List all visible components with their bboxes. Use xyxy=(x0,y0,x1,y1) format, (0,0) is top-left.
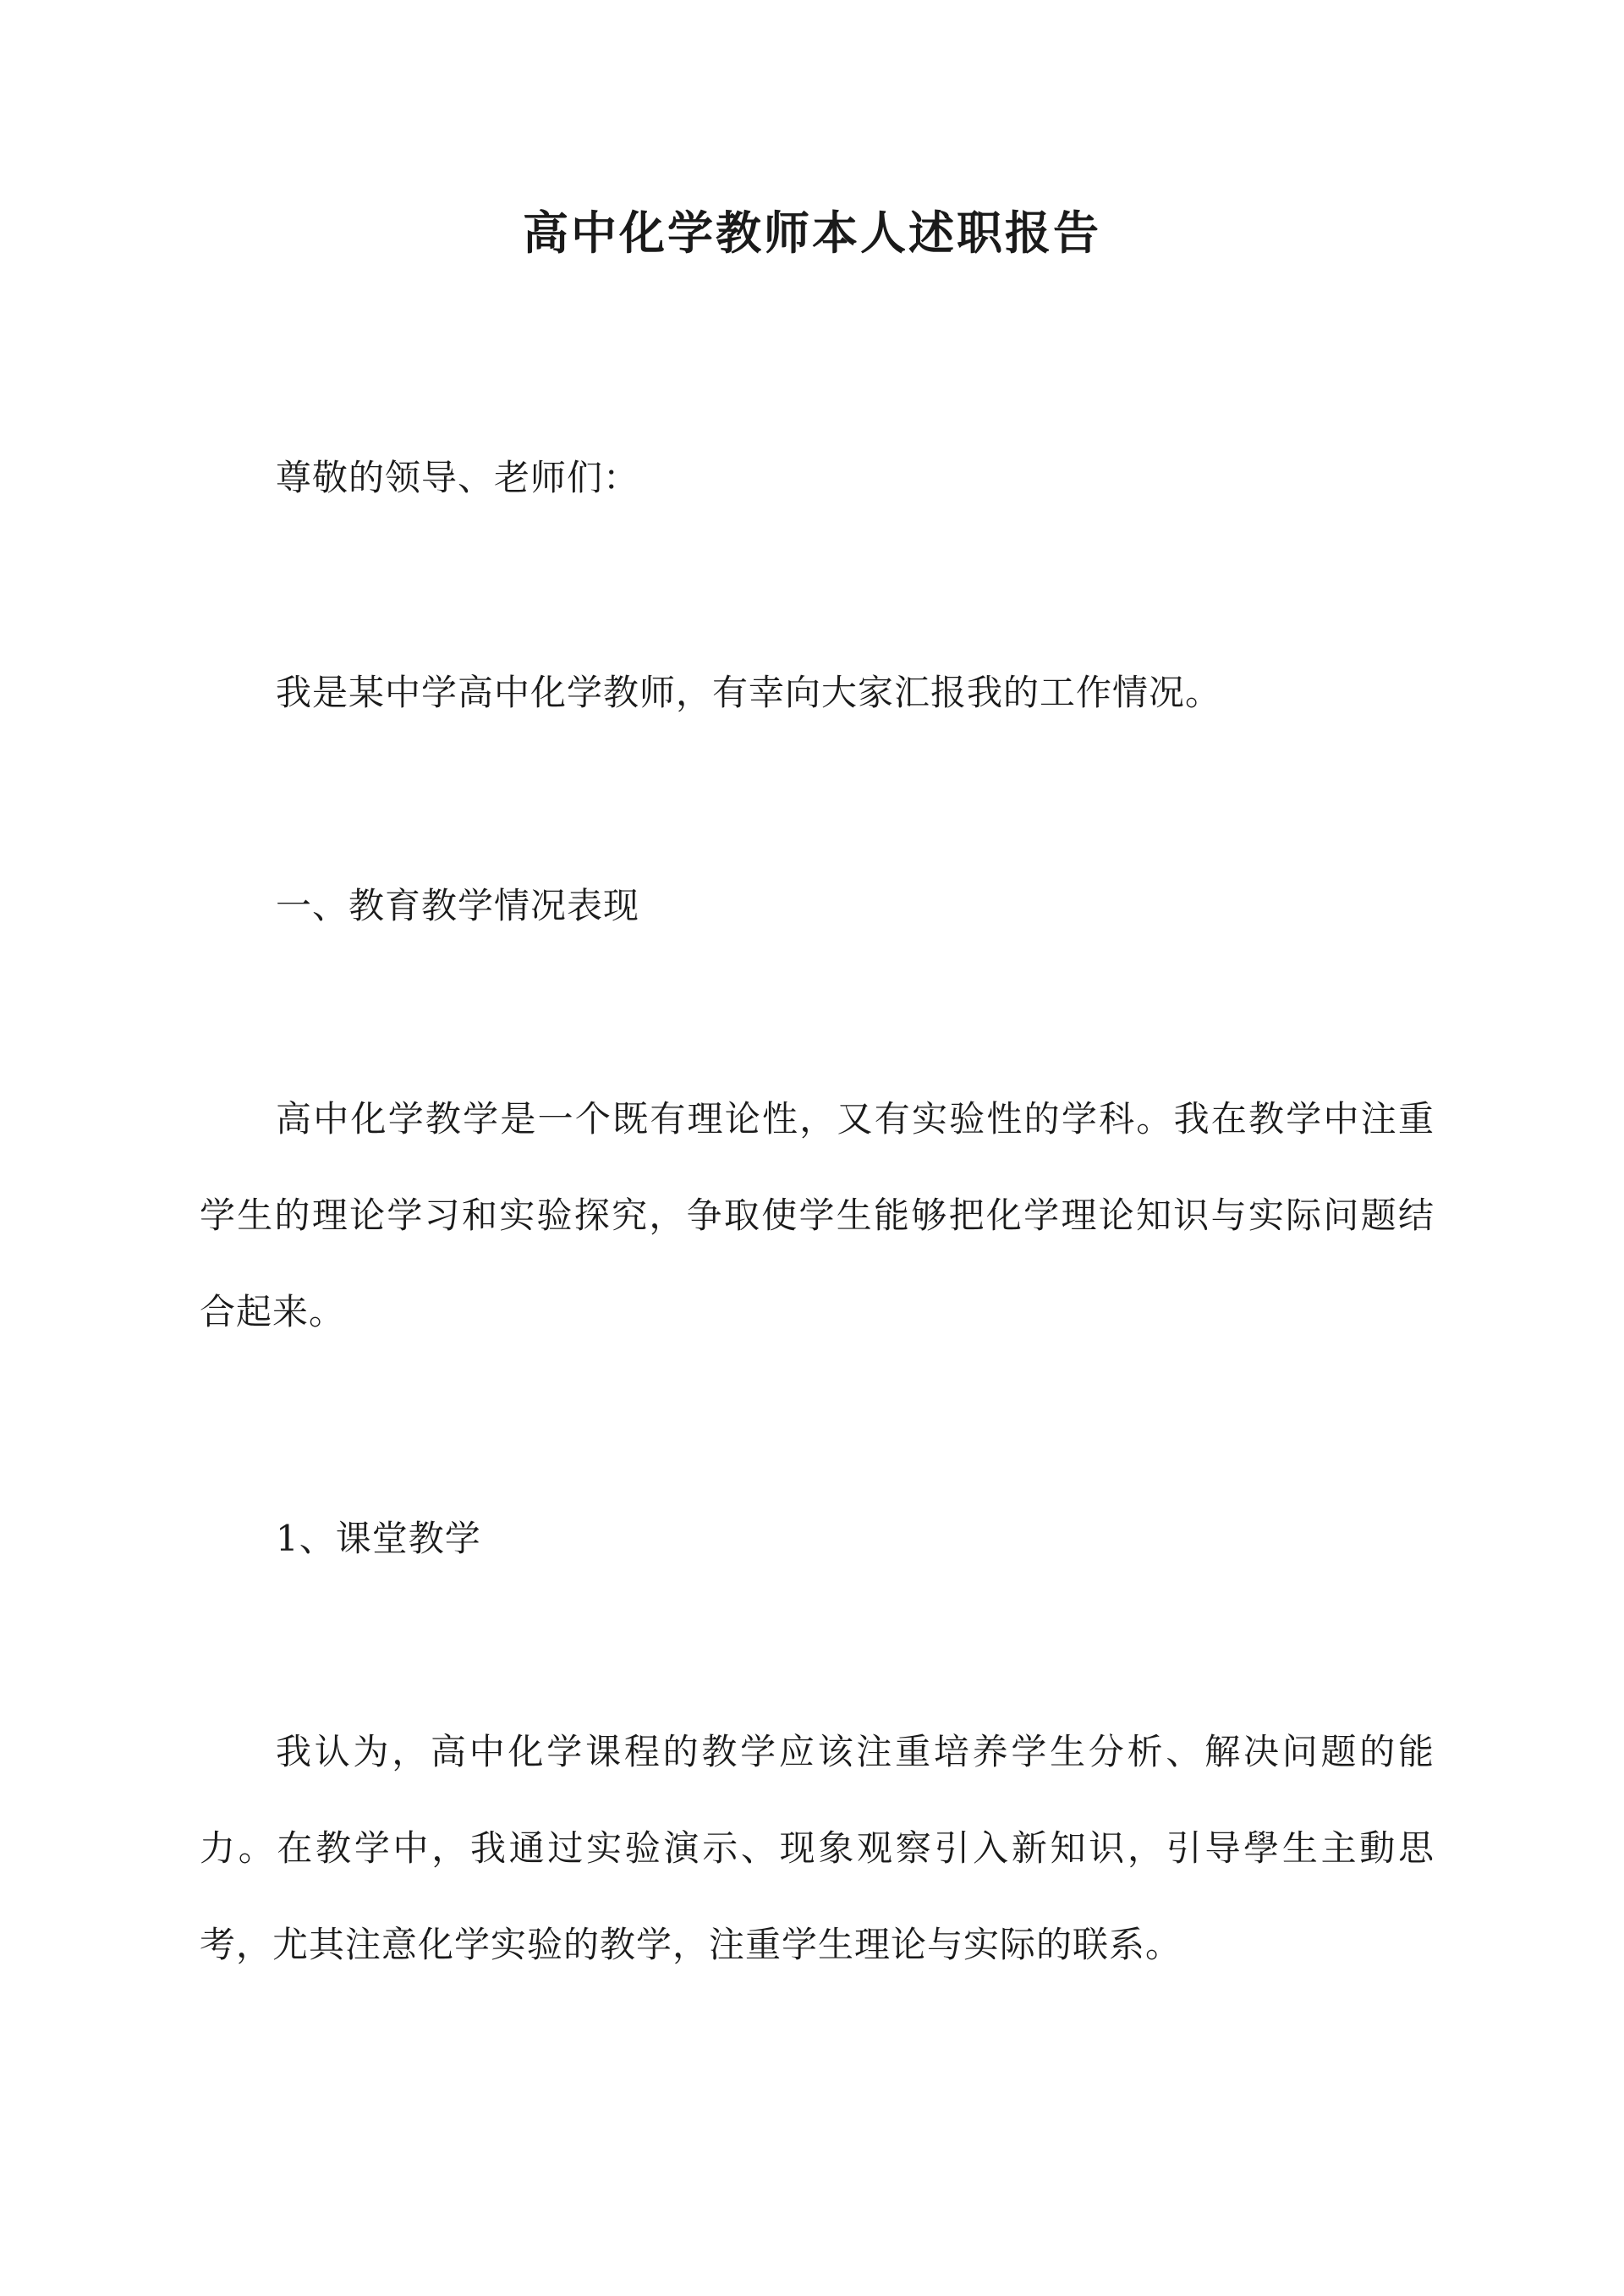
intro-paragraph: 我是某中学高中化学教师，有幸向大家汇报我的工作情况。 xyxy=(276,672,1222,713)
section-heading-teaching: 一、教育教学情况表现 xyxy=(276,885,640,926)
subsection-heading-classroom: 1、课堂教学 xyxy=(276,1518,481,1559)
subsection-body-classroom: 我认为，高中化学课程的教学应该注重培养学生分析、解决问题的能力。在教学中，我通过实验演示、现象观察引入新知识，引导學生主動思考，尤其注意化学实验的教学，注重学生理论与实际的联系。 xyxy=(200,1731,1435,1965)
section-body-teaching: 高中化学教学是一个既有理论性，又有实验性的学科。我在教学中注重学生的理论学习和实验探究，争取使学生能够把化学理论知识与实际问题结合起来。 xyxy=(200,1098,1435,1332)
salutation-paragraph: 尊敬的领导、老师们： xyxy=(276,457,640,498)
document-title: 高中化学教师本人述职报告 xyxy=(523,206,1101,260)
